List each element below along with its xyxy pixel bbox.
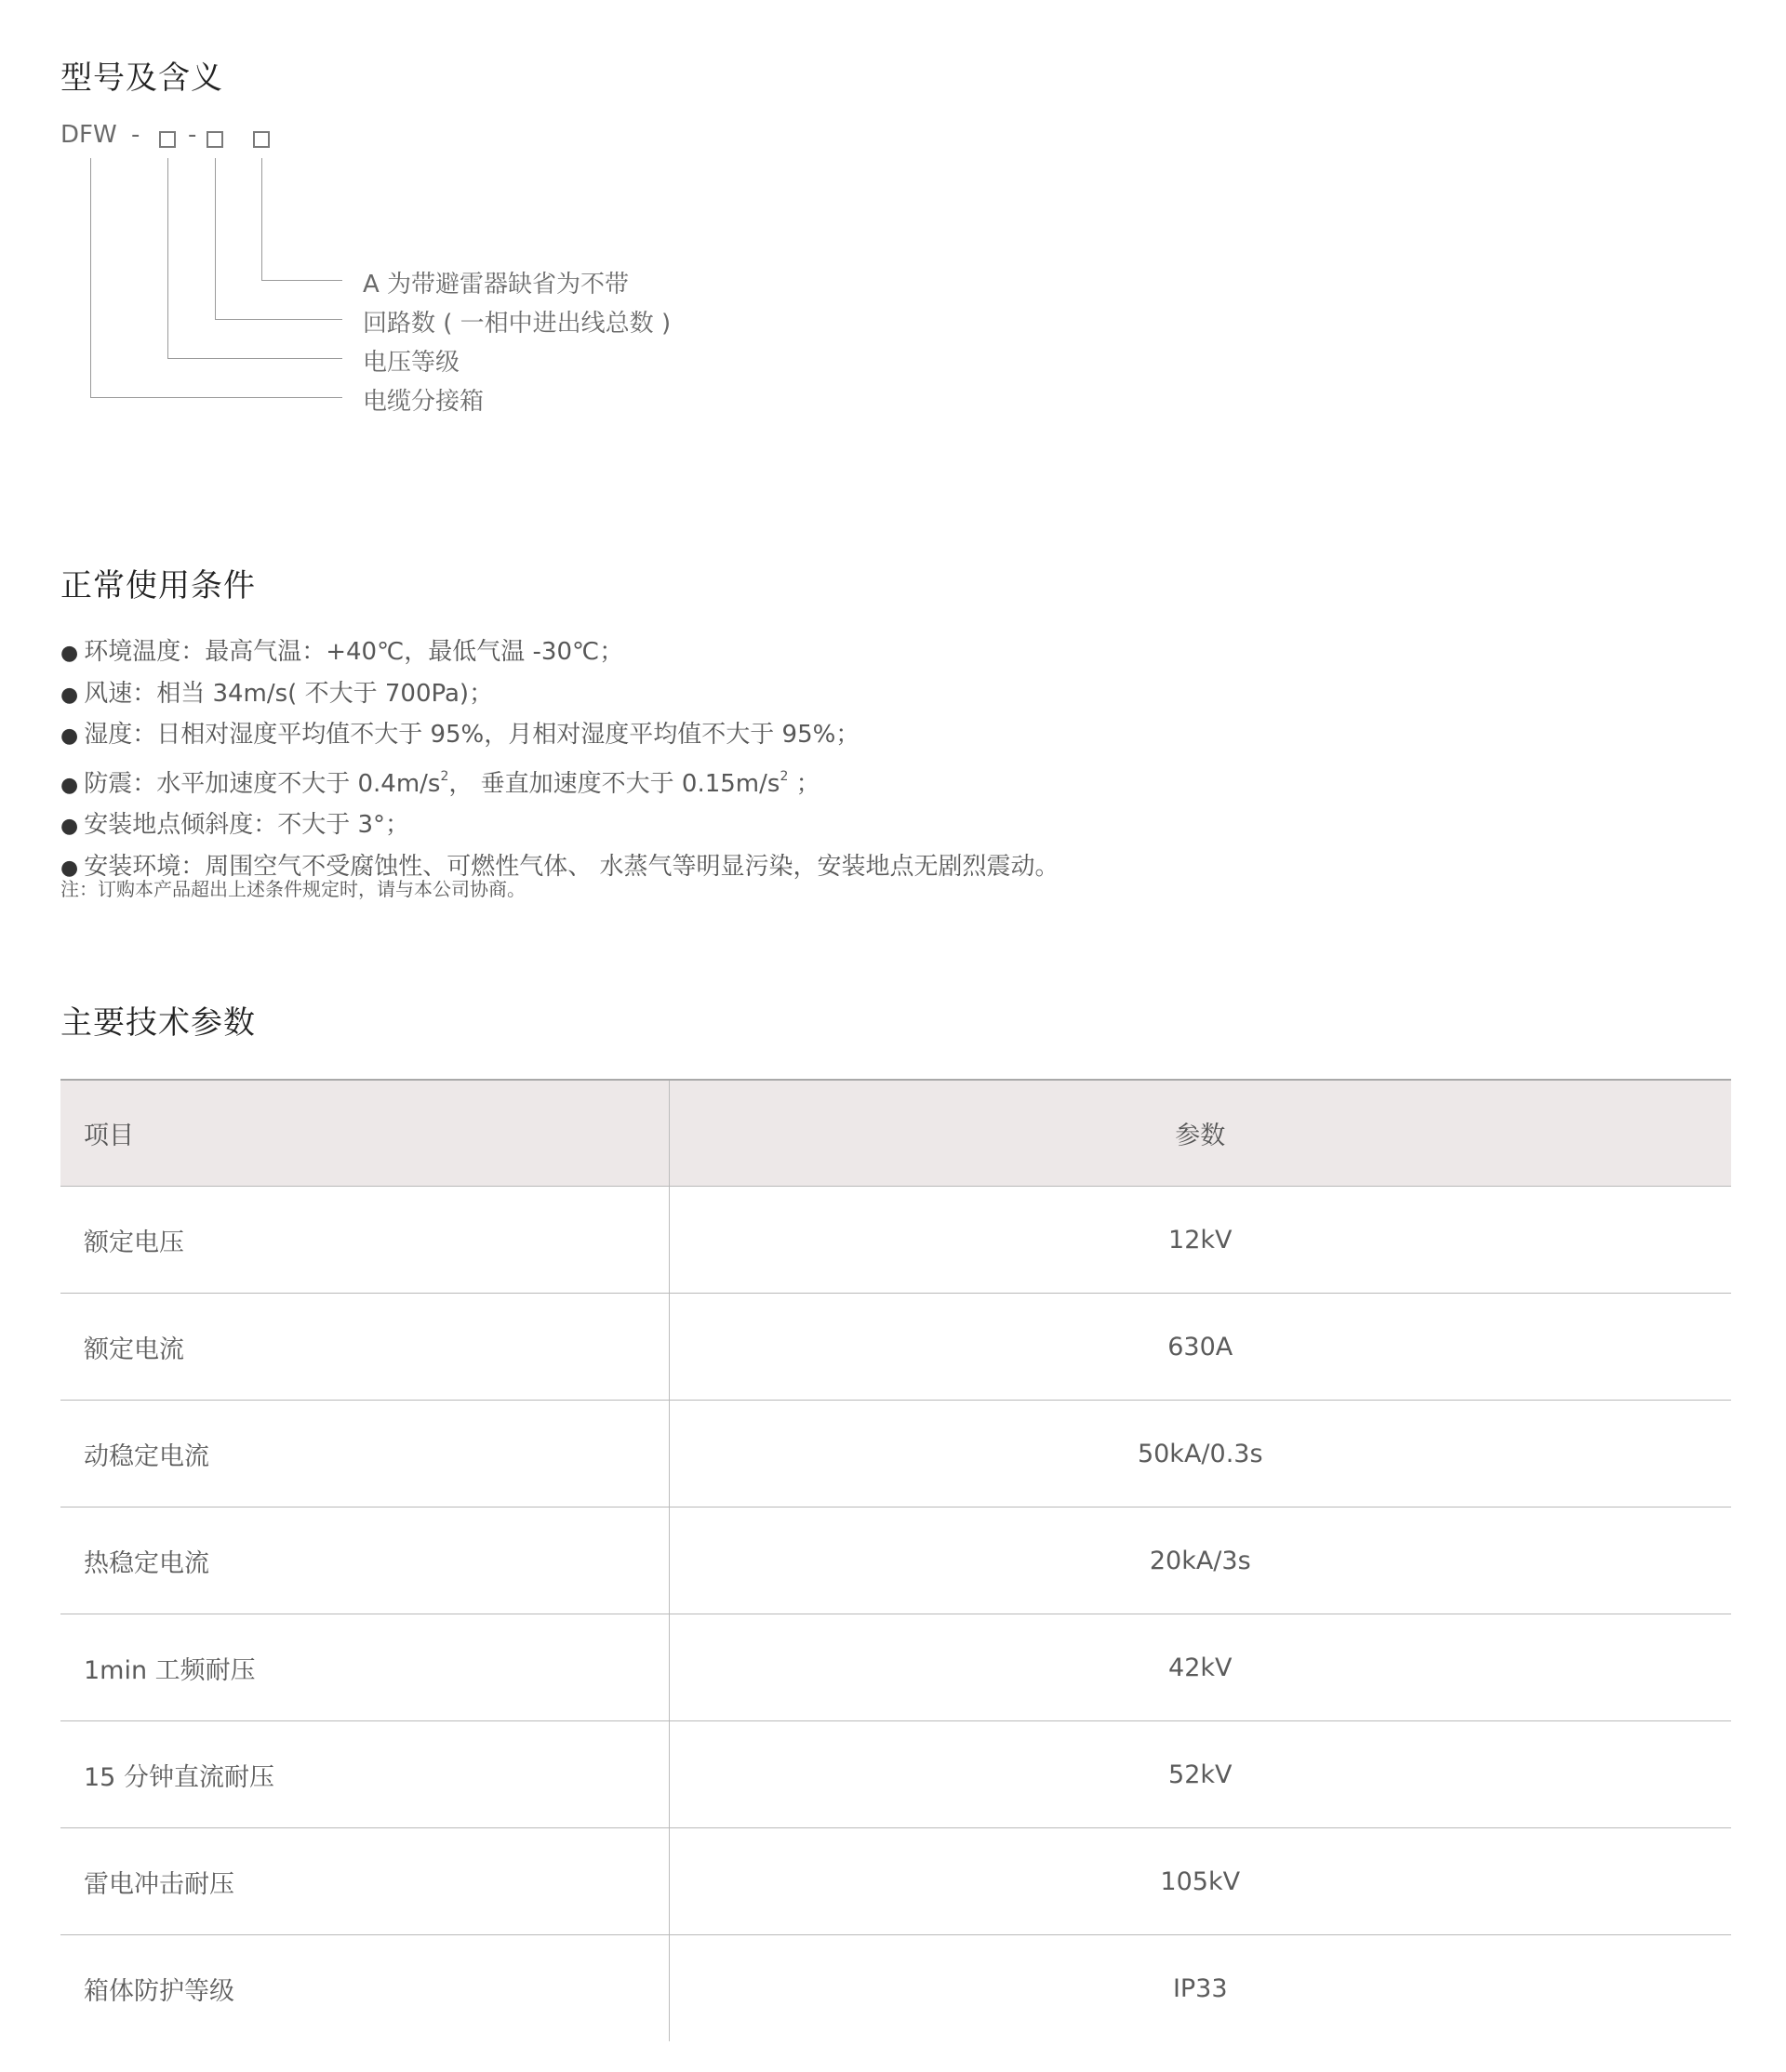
row-value: 630A: [669, 1294, 1731, 1401]
list-item: ● 湿度：日相对湿度平均值不大于 95%，月相对湿度平均值不大于 95%；: [60, 721, 860, 749]
bullet-icon: ●: [60, 642, 79, 665]
row-value: 105kV: [669, 1828, 1731, 1935]
specs-table: [60, 1079, 1731, 2041]
table-row: [60, 1294, 1731, 1401]
connector-line: [215, 319, 342, 320]
table-row: [60, 1508, 1731, 1614]
table-row: [60, 1401, 1731, 1508]
header-value: 参数: [669, 1080, 1731, 1187]
model-code-prefix: DFW: [60, 121, 117, 149]
row-item: 1min 工频耐压: [60, 1614, 669, 1721]
row-value: 52kV: [669, 1721, 1731, 1828]
bullet-icon: ●: [60, 683, 79, 707]
table-row: [60, 1935, 1731, 2042]
table-row: [60, 1187, 1731, 1294]
legend-voltage-level: 电压等级: [363, 349, 460, 377]
model-code-dash: -: [131, 121, 140, 149]
row-value: 42kV: [669, 1614, 1731, 1721]
row-value: 50kA/0.3s: [669, 1401, 1731, 1508]
connector-line: [261, 280, 342, 281]
bullet-icon: ●: [60, 856, 79, 880]
bullet-icon: ●: [60, 773, 79, 797]
legend-circuits: 回路数 ( 一相中进出线总数 ): [363, 310, 672, 338]
model-code-slot-circuits: [207, 131, 223, 148]
model-code-slot-voltage: [159, 131, 176, 148]
conditions-section-title: 正常使用条件: [60, 567, 256, 604]
row-item: 雷电冲击耐压: [60, 1828, 669, 1935]
list-item: ● 安装环境：周围空气不受腐蚀性、可燃性气体、 水蒸气等明显污染，安装地点无剧烈震动。: [60, 852, 1060, 881]
table-header-row: [60, 1080, 1731, 1187]
superscript: 2: [440, 768, 449, 784]
row-value: 20kA/3s: [669, 1508, 1731, 1614]
bullet-icon: ●: [60, 815, 79, 838]
list-item: ● 防震：水平加速度不大于 $0.4m/s^2$， 垂直加速度不大于 $0.15m/s^2$ ；: [60, 768, 820, 798]
model-code-dash: -: [188, 121, 197, 149]
conditions-note: 注：订购本产品超出上述条件规定时，请与本公司协商。: [60, 878, 526, 900]
bullet-icon: ●: [60, 724, 79, 748]
connector-line: [167, 358, 342, 359]
table-row: [60, 1721, 1731, 1828]
connector-line: [167, 158, 168, 359]
legend-cable-box: 电缆分接箱: [363, 388, 485, 416]
row-item: 额定电流: [60, 1294, 669, 1401]
superscript: 2: [780, 768, 789, 784]
list-item: ● 环境温度：最高气温：+40℃，最低气温 -30℃；: [60, 638, 624, 666]
connector-line: [90, 158, 91, 398]
row-item: 额定电压: [60, 1187, 669, 1294]
row-item: 15 分钟直流耐压: [60, 1721, 669, 1828]
table-row: [60, 1828, 1731, 1935]
legend-arrester: A 为带避雷器缺省为不带: [363, 271, 630, 299]
row-value: 12kV: [669, 1187, 1731, 1294]
model-code-diagram: [60, 121, 712, 418]
row-item: 动稳定电流: [60, 1401, 669, 1508]
header-item: 项目: [60, 1080, 669, 1187]
conditions-list: [60, 632, 1059, 888]
table-row: [60, 1614, 1731, 1721]
connector-line: [90, 397, 342, 398]
model-section-title: 型号及含义: [60, 60, 223, 97]
model-code-slot-arrester: [253, 131, 270, 148]
row-item: 箱体防护等级: [60, 1935, 669, 2042]
list-item: ● 安装地点倾斜度：不大于 3°；: [60, 811, 410, 839]
row-value: IP33: [1172, 1973, 1228, 2003]
connector-line: [215, 158, 216, 320]
connector-line: [261, 158, 262, 281]
list-item: ● 风速：相当 34m/s( 不大于 700Pa)；: [60, 679, 494, 708]
specs-section-title: 主要技术参数: [60, 1004, 256, 1042]
row-item: 热稳定电流: [60, 1508, 669, 1614]
